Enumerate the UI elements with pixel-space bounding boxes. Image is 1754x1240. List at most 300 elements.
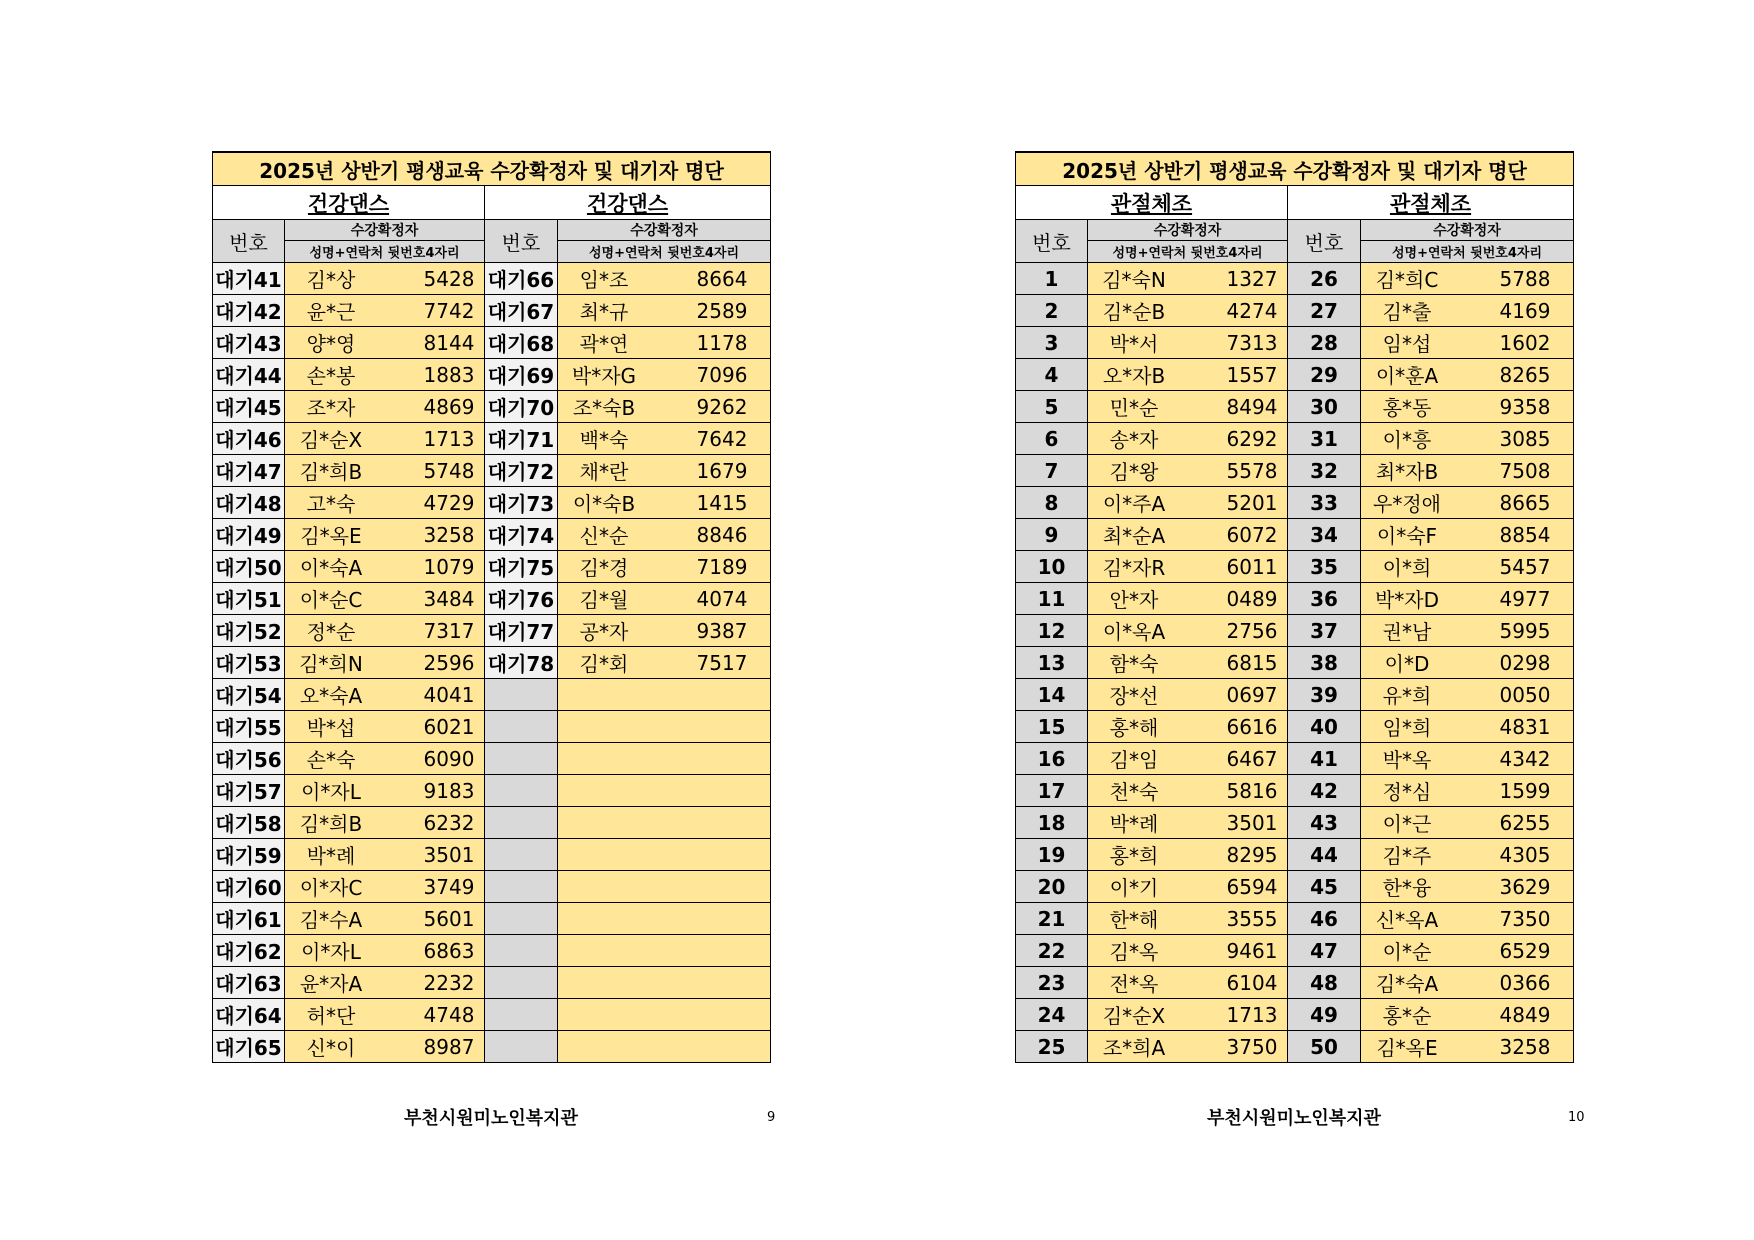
phone-last4: 4342 xyxy=(1499,746,1551,771)
participant-cell xyxy=(285,455,485,487)
participant-name: 전*옥 xyxy=(1109,972,1159,996)
participant-name: 고*숙 xyxy=(306,492,356,516)
participant-cell xyxy=(285,487,485,519)
phone-last4: 8265 xyxy=(1499,362,1551,387)
table-row xyxy=(213,647,771,679)
table-row xyxy=(1016,423,1574,455)
row-number: 19 xyxy=(1016,839,1088,871)
participant-cell xyxy=(285,871,485,903)
participant-cell xyxy=(1088,455,1288,487)
roster-body xyxy=(213,263,771,1063)
participant-cell xyxy=(1088,647,1288,679)
phone-last4 xyxy=(682,999,762,1030)
row-number: 50 xyxy=(1288,1031,1361,1063)
participant-name: 김*순X xyxy=(1102,1004,1166,1028)
row-number xyxy=(485,935,558,967)
row-number: 대기61 xyxy=(213,903,285,935)
phone-last4: 4305 xyxy=(1499,842,1551,867)
participant-name: 안*자 xyxy=(1109,588,1159,612)
participant-cell xyxy=(558,423,771,455)
participant-name: 조*희A xyxy=(1102,1036,1166,1060)
participant-name: 장*선 xyxy=(1109,684,1159,708)
participant-name: 이*자L xyxy=(301,780,361,804)
participant-name: 이*흥 xyxy=(1382,428,1432,452)
row-number: 대기55 xyxy=(213,711,285,743)
table-row xyxy=(213,679,771,711)
participant-cell xyxy=(1361,839,1574,871)
row-number: 45 xyxy=(1288,871,1361,903)
participant-cell xyxy=(1088,679,1288,711)
participant-cell xyxy=(1361,775,1574,807)
participant-name: 한*융 xyxy=(1382,876,1432,900)
table-row xyxy=(213,743,771,775)
participant-name: 함*숙 xyxy=(1109,652,1159,676)
phone-last4: 7742 xyxy=(423,298,475,323)
row-number xyxy=(485,967,558,999)
row-number: 대기78 xyxy=(485,647,558,679)
participant-cell xyxy=(1088,871,1288,903)
participant-cell xyxy=(285,423,485,455)
table-row xyxy=(1016,775,1574,807)
row-number: 7 xyxy=(1016,455,1088,487)
phone-last4: 7313 xyxy=(1226,330,1278,355)
participant-name: 김*희B xyxy=(299,812,363,836)
row-number: 대기45 xyxy=(213,391,285,423)
participant-name: 박*자G xyxy=(571,364,637,388)
row-number: 대기66 xyxy=(485,263,558,295)
participant-cell xyxy=(1361,295,1574,327)
participant-name: 신*이 xyxy=(306,1036,356,1060)
row-number: 33 xyxy=(1288,487,1361,519)
phone-last4: 3749 xyxy=(423,874,475,899)
header-confirmed: 수강확정자 xyxy=(1361,220,1574,241)
participant-name: 김*주 xyxy=(1382,844,1432,868)
phone-last4: 3750 xyxy=(1226,1034,1278,1059)
phone-last4: 8987 xyxy=(423,1034,475,1059)
participant-name: 천*숙 xyxy=(1109,780,1159,804)
participant-name: 오*숙A xyxy=(299,684,363,708)
participant-name: 김*자R xyxy=(1102,556,1166,580)
phone-last4: 4748 xyxy=(423,1002,475,1027)
table-row xyxy=(213,327,771,359)
participant-name: 김*숙A xyxy=(1375,972,1439,996)
phone-last4: 4074 xyxy=(696,586,748,611)
row-number: 30 xyxy=(1288,391,1361,423)
participant-name: 유*희 xyxy=(1382,684,1432,708)
phone-last4: 7517 xyxy=(696,650,748,675)
row-number: 36 xyxy=(1288,583,1361,615)
participant-name: 김*상 xyxy=(306,268,356,292)
participant-name: 손*봉 xyxy=(306,364,356,388)
participant-cell xyxy=(1088,1031,1288,1063)
page-10 xyxy=(1015,151,1573,1129)
participant-cell xyxy=(285,263,485,295)
participant-cell xyxy=(558,615,771,647)
participant-name: 김*희N xyxy=(299,652,363,676)
participant-cell xyxy=(285,679,485,711)
participant-name: 오*자B xyxy=(1102,364,1166,388)
participant-name: 이*훈A xyxy=(1375,364,1439,388)
row-number: 16 xyxy=(1016,743,1088,775)
participant-name: 김*회 xyxy=(579,652,629,676)
row-number: 2 xyxy=(1016,295,1088,327)
table-row xyxy=(213,807,771,839)
table-title: 2025년 상반기 평생교육 수강확정자 및 대기자 명단 xyxy=(1016,152,1574,186)
participant-name: 이*자L xyxy=(301,940,361,964)
table-row xyxy=(1016,871,1574,903)
row-number xyxy=(485,1031,558,1063)
participant-cell xyxy=(1361,743,1574,775)
participant-name: 조*숙B xyxy=(572,396,636,420)
row-number xyxy=(485,903,558,935)
participant-name: 양*영 xyxy=(306,332,356,356)
phone-last4: 7508 xyxy=(1499,458,1551,483)
phone-last4: 6232 xyxy=(423,810,475,835)
phone-last4: 8494 xyxy=(1226,394,1278,419)
row-number: 34 xyxy=(1288,519,1361,551)
header-confirmed: 수강확정자 xyxy=(1088,220,1288,241)
row-number: 29 xyxy=(1288,359,1361,391)
table-row xyxy=(1016,455,1574,487)
participant-name: 박*섭 xyxy=(306,716,356,740)
participant-cell xyxy=(1088,391,1288,423)
phone-last4: 7317 xyxy=(423,618,475,643)
participant-cell xyxy=(1361,967,1574,999)
participant-cell xyxy=(558,807,771,839)
header-info: 성명+연락처 뒷번호4자리 xyxy=(1361,241,1574,263)
participant-cell xyxy=(285,743,485,775)
row-number: 대기60 xyxy=(213,871,285,903)
participant-name: 손*숙 xyxy=(306,748,356,772)
participant-name: 조*자 xyxy=(306,396,356,420)
phone-last4: 6011 xyxy=(1226,554,1278,579)
participant-cell xyxy=(1088,935,1288,967)
table-row xyxy=(213,487,771,519)
row-number: 대기44 xyxy=(213,359,285,391)
participant-name: 이*숙B xyxy=(572,492,636,516)
table-row xyxy=(1016,263,1574,295)
row-number: 5 xyxy=(1016,391,1088,423)
footer-organization: 부천시원미노인복지관 xyxy=(1207,1108,1381,1129)
participant-cell xyxy=(1088,583,1288,615)
participant-cell xyxy=(558,967,771,999)
table-row xyxy=(213,967,771,999)
phone-last4: 8144 xyxy=(423,330,475,355)
row-number: 4 xyxy=(1016,359,1088,391)
participant-cell xyxy=(285,903,485,935)
participant-name: 김*옥E xyxy=(300,524,362,548)
page-9 xyxy=(212,151,770,1129)
phone-last4 xyxy=(682,967,762,998)
row-number xyxy=(485,807,558,839)
row-number: 대기53 xyxy=(213,647,285,679)
phone-last4 xyxy=(682,903,762,934)
subject-heading: 건강댄스 xyxy=(213,186,485,220)
table-row xyxy=(213,903,771,935)
table-row xyxy=(1016,807,1574,839)
participant-cell xyxy=(1361,263,1574,295)
row-number: 38 xyxy=(1288,647,1361,679)
row-number: 대기77 xyxy=(485,615,558,647)
participant-name xyxy=(558,775,650,806)
table-row xyxy=(1016,903,1574,935)
participant-name: 우*정애 xyxy=(1373,492,1441,516)
header-info: 성명+연락처 뒷번호4자리 xyxy=(1088,241,1288,263)
participant-name: 김*순X xyxy=(299,428,363,452)
participant-name: 임*조 xyxy=(579,268,629,292)
footer-organization: 부천시원미노인복지관 xyxy=(404,1108,578,1129)
phone-last4: 8664 xyxy=(696,266,748,291)
participant-cell xyxy=(1361,647,1574,679)
phone-last4: 1602 xyxy=(1499,330,1551,355)
phone-last4: 7350 xyxy=(1499,906,1551,931)
phone-last4: 1713 xyxy=(1226,1002,1278,1027)
participant-name: 이*기 xyxy=(1109,876,1159,900)
row-number: 8 xyxy=(1016,487,1088,519)
participant-name: 이*희 xyxy=(1382,556,1432,580)
phone-last4: 0298 xyxy=(1499,650,1551,675)
participant-cell xyxy=(1088,711,1288,743)
row-number: 13 xyxy=(1016,647,1088,679)
table-row xyxy=(213,519,771,551)
roster-table xyxy=(1015,151,1574,1063)
participant-name: 김*옥E xyxy=(1376,1036,1438,1060)
table-row xyxy=(1016,327,1574,359)
row-number: 25 xyxy=(1016,1031,1088,1063)
phone-last4: 5601 xyxy=(423,906,475,931)
phone-last4 xyxy=(682,935,762,966)
row-number: 39 xyxy=(1288,679,1361,711)
phone-last4: 3555 xyxy=(1226,906,1278,931)
participant-name: 김*희C xyxy=(1375,268,1439,292)
row-number: 대기62 xyxy=(213,935,285,967)
participant-name xyxy=(558,903,650,934)
row-number: 대기41 xyxy=(213,263,285,295)
table-row xyxy=(1016,583,1574,615)
participant-name: 박*자D xyxy=(1374,588,1440,612)
row-number xyxy=(485,871,558,903)
phone-last4: 1557 xyxy=(1226,362,1278,387)
phone-last4: 1327 xyxy=(1226,266,1278,291)
participant-cell xyxy=(1088,999,1288,1031)
participant-name: 홍*순 xyxy=(1382,1004,1432,1028)
table-row xyxy=(1016,711,1574,743)
phone-last4: 5995 xyxy=(1499,618,1551,643)
participant-cell xyxy=(1088,967,1288,999)
phone-last4: 9183 xyxy=(423,778,475,803)
participant-cell xyxy=(1088,519,1288,551)
row-number: 40 xyxy=(1288,711,1361,743)
row-number: 대기76 xyxy=(485,583,558,615)
subject-heading: 건강댄스 xyxy=(485,186,771,220)
participant-name: 이*숙F xyxy=(1376,524,1438,548)
row-number: 대기71 xyxy=(485,423,558,455)
phone-last4: 7642 xyxy=(696,426,748,451)
row-number: 41 xyxy=(1288,743,1361,775)
table-row xyxy=(1016,839,1574,871)
participant-name: 김*순B xyxy=(1102,300,1166,324)
participant-cell xyxy=(558,295,771,327)
phone-last4: 3258 xyxy=(1499,1034,1551,1059)
participant-cell xyxy=(558,391,771,423)
table-row xyxy=(1016,615,1574,647)
table-row xyxy=(1016,391,1574,423)
participant-name: 김*옥 xyxy=(1109,940,1159,964)
row-number: 35 xyxy=(1288,551,1361,583)
header-info: 성명+연락처 뒷번호4자리 xyxy=(285,241,485,263)
participant-name xyxy=(558,839,650,870)
participant-cell xyxy=(285,583,485,615)
row-number xyxy=(485,679,558,711)
phone-last4 xyxy=(682,775,762,806)
row-number: 대기74 xyxy=(485,519,558,551)
table-row xyxy=(213,551,771,583)
participant-cell xyxy=(285,1031,485,1063)
phone-last4: 6021 xyxy=(423,714,475,739)
participant-cell xyxy=(558,839,771,871)
participant-cell xyxy=(1088,551,1288,583)
participant-name: 이*숙A xyxy=(299,556,363,580)
phone-last4: 1079 xyxy=(423,554,475,579)
participant-name: 이*자C xyxy=(299,876,363,900)
participant-name: 송*자 xyxy=(1109,428,1159,452)
phone-last4: 2232 xyxy=(423,970,475,995)
phone-last4: 5748 xyxy=(423,458,475,483)
participant-cell xyxy=(558,487,771,519)
participant-cell xyxy=(558,359,771,391)
participant-name: 민*순 xyxy=(1109,396,1159,420)
row-number: 대기63 xyxy=(213,967,285,999)
phone-last4: 5578 xyxy=(1226,458,1278,483)
phone-last4: 6292 xyxy=(1226,426,1278,451)
participant-cell xyxy=(1088,807,1288,839)
participant-name: 김*월 xyxy=(579,588,629,612)
participant-cell xyxy=(558,743,771,775)
participant-cell xyxy=(1088,615,1288,647)
table-row xyxy=(1016,999,1574,1031)
table-row xyxy=(1016,1031,1574,1063)
phone-last4: 1713 xyxy=(423,426,475,451)
participant-name xyxy=(558,871,650,902)
participant-cell xyxy=(1361,871,1574,903)
participant-cell xyxy=(1088,359,1288,391)
participant-cell xyxy=(285,327,485,359)
participant-cell xyxy=(558,1031,771,1063)
row-number: 28 xyxy=(1288,327,1361,359)
participant-cell xyxy=(558,583,771,615)
row-number: 대기51 xyxy=(213,583,285,615)
row-number: 10 xyxy=(1016,551,1088,583)
phone-last4: 6863 xyxy=(423,938,475,963)
phone-last4: 2596 xyxy=(423,650,475,675)
participant-cell xyxy=(1361,903,1574,935)
row-number: 대기54 xyxy=(213,679,285,711)
phone-last4: 9461 xyxy=(1226,938,1278,963)
participant-cell xyxy=(1361,519,1574,551)
table-row xyxy=(213,935,771,967)
participant-cell xyxy=(1361,807,1574,839)
row-number: 49 xyxy=(1288,999,1361,1031)
row-number: 26 xyxy=(1288,263,1361,295)
table-row xyxy=(213,359,771,391)
table-row xyxy=(1016,679,1574,711)
row-number: 32 xyxy=(1288,455,1361,487)
participant-name: 채*란 xyxy=(579,460,629,484)
participant-name: 홍*동 xyxy=(1382,396,1432,420)
row-number: 24 xyxy=(1016,999,1088,1031)
participant-name: 권*남 xyxy=(1382,620,1432,644)
row-number: 17 xyxy=(1016,775,1088,807)
participant-cell xyxy=(1361,711,1574,743)
participant-cell xyxy=(558,711,771,743)
page-number: 10 xyxy=(1568,1110,1585,1125)
participant-name: 김*희B xyxy=(299,460,363,484)
phone-last4: 5816 xyxy=(1226,778,1278,803)
phone-last4: 2589 xyxy=(696,298,748,323)
row-number: 대기59 xyxy=(213,839,285,871)
row-number: 대기46 xyxy=(213,423,285,455)
participant-name: 최*순A xyxy=(1102,524,1166,548)
phone-last4: 1178 xyxy=(696,330,748,355)
participant-cell xyxy=(558,775,771,807)
participant-name: 곽*연 xyxy=(579,332,629,356)
table-row xyxy=(1016,935,1574,967)
participant-name: 이*근 xyxy=(1382,812,1432,836)
phone-last4: 4169 xyxy=(1499,298,1551,323)
phone-last4: 1883 xyxy=(423,362,475,387)
participant-cell xyxy=(1361,391,1574,423)
phone-last4: 8854 xyxy=(1499,522,1551,547)
phone-last4: 6529 xyxy=(1499,938,1551,963)
phone-last4: 4869 xyxy=(423,394,475,419)
phone-last4: 1415 xyxy=(696,490,748,515)
participant-cell xyxy=(1088,487,1288,519)
participant-cell xyxy=(1088,839,1288,871)
phone-last4: 6090 xyxy=(423,746,475,771)
row-number: 31 xyxy=(1288,423,1361,455)
row-number: 22 xyxy=(1016,935,1088,967)
participant-cell xyxy=(1361,999,1574,1031)
participant-name: 홍*희 xyxy=(1109,844,1159,868)
header-info: 성명+연락처 뒷번호4자리 xyxy=(558,241,771,263)
participant-name xyxy=(558,935,650,966)
row-number xyxy=(485,743,558,775)
participant-cell xyxy=(1361,455,1574,487)
participant-cell xyxy=(1361,327,1574,359)
phone-last4: 5457 xyxy=(1499,554,1551,579)
participant-cell xyxy=(1361,487,1574,519)
header-number: 번호 xyxy=(213,220,285,263)
row-number: 3 xyxy=(1016,327,1088,359)
table-row xyxy=(213,263,771,295)
table-row xyxy=(213,391,771,423)
row-number: 대기48 xyxy=(213,487,285,519)
table-row xyxy=(1016,487,1574,519)
table-row xyxy=(213,999,771,1031)
row-number: 대기73 xyxy=(485,487,558,519)
row-number xyxy=(485,775,558,807)
participant-name: 윤*근 xyxy=(306,300,356,324)
participant-cell xyxy=(1361,935,1574,967)
phone-last4: 2756 xyxy=(1226,618,1278,643)
phone-last4: 3258 xyxy=(423,522,475,547)
phone-last4: 3629 xyxy=(1499,874,1551,899)
participant-name: 김*출 xyxy=(1382,300,1432,324)
page-number: 9 xyxy=(767,1110,776,1125)
phone-last4: 1599 xyxy=(1499,778,1551,803)
table-row xyxy=(1016,967,1574,999)
row-number: 대기72 xyxy=(485,455,558,487)
